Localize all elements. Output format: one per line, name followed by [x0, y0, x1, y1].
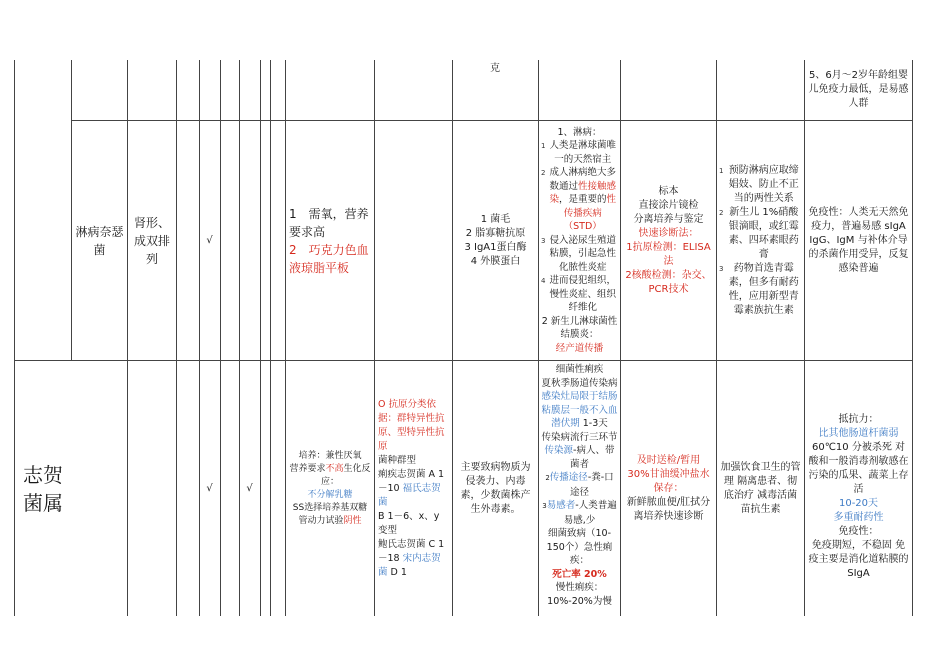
immunity-line: 免疫性：人类无天然免疫力，普遍易感 sIgA — [808, 206, 909, 232]
check-mark: √ — [206, 234, 213, 246]
prevention-text: 加强饮食卫生的管理 隔离患者、彻底治疗 减毒活菌苗抗生素 — [720, 461, 801, 515]
culture-line: SS选择培养基双糖管动力试验阴性 — [292, 502, 368, 526]
shigella-check-cell-2 — [239, 361, 260, 616]
shigella-pathogenicity-cell — [539, 361, 620, 616]
diagnosis-line-red: 及时送检/暂用 — [636, 454, 701, 466]
pathogen-line: 传染病流行三环节传染源-病人、带菌者 — [541, 431, 618, 470]
prevention-item: 药物首选青霉素，但多有耐药性，应用新型青霉素族抗生素 — [728, 262, 799, 316]
shigella-culture-cell — [286, 361, 374, 616]
pathogen-line: 细菌性痢疾 — [555, 364, 604, 375]
immunity-line-blue: 10-20天 — [838, 498, 879, 509]
diagnosis-line-red: 30%甘油缓冲盐水保存： — [627, 468, 710, 494]
immunity-line: 免疫期短，不稳固 免疫主要是消化道粘膜的 — [808, 540, 909, 565]
neisseria-immunity-cell — [805, 121, 912, 360]
shigella-toxin-cell — [453, 361, 538, 616]
pathogen-line: 3易感者-人类普遍易感,少 — [542, 500, 617, 526]
culture-line: 营养要求不高生化反应： — [289, 463, 371, 487]
pathogen-line: 夏秋季肠道传染病 — [541, 377, 618, 389]
grid-line — [220, 60, 221, 616]
row0-text: 克 — [490, 63, 500, 74]
antigen-line: 鲍氏志贺菌 C 1－18 宋内志贺菌 D 1 — [378, 538, 445, 578]
antigen-line: 菌种群型 — [378, 454, 417, 466]
neisseria-structure-cell — [453, 121, 538, 360]
immunity-line: IgG、IgM 与补体介导的杀菌作用受异，反复感染普遍 — [808, 234, 909, 274]
immunity-line: SIgA — [847, 568, 870, 579]
culture-line-red: 2 巧克力色血液琼脂平板 — [289, 242, 369, 275]
immunity-line: 60℃10 分被杀死 对酸和一般消毒剂敏感在污染的瓜果、蔬菜上存活 — [808, 442, 909, 495]
toxin-text: 主要致病物质为侵袭力、内毒素，少数菌株产生外毒素。 — [460, 461, 531, 515]
pathogen-line: 2传播途径-粪-口途径 — [545, 472, 614, 498]
pathogen-line: 慢性痢疾： — [555, 582, 604, 593]
diagnosis-line: 分离培养与鉴定 — [633, 213, 704, 225]
culture-line: 1 需氧，营养要求高 — [289, 206, 369, 239]
diagnosis-line-red: 快速诊断法： — [638, 227, 699, 239]
structure-item: 4 外膜蛋白 — [470, 255, 521, 267]
immunity-line-blue: 比其他肠道杆菌弱 — [818, 428, 899, 439]
shigella-check-cell-1 — [199, 361, 220, 616]
shigella-diagnosis-cell — [621, 361, 716, 616]
pathogen-line: 10%-20%为慢 — [547, 595, 612, 607]
pathogen-line: 潜伏期 1-3天 — [551, 418, 608, 429]
pathogen-item: 侵入泌尿生殖道粘膜，引起急性化脓性炎症 — [549, 234, 616, 273]
antigen-line: B 1－6、x、y 变型 — [378, 510, 440, 536]
pathogen-item: 2 新生儿淋球菌性结膜炎： — [541, 315, 618, 341]
antigen-heading: O 抗原分类依据：群特异性抗原、型特异性抗原 — [378, 398, 445, 452]
diagnosis-line: 标本 — [658, 185, 679, 197]
shigella-antigen-cell — [375, 361, 452, 616]
shigella-name-cell — [15, 361, 71, 616]
neisseria-shape-cell — [128, 121, 176, 360]
grid-line — [270, 60, 271, 616]
bacteria-shape: 肾形、成双排列 — [133, 215, 170, 266]
neisseria-name-cell — [72, 121, 127, 360]
culture-line: 培养：兼性厌氧 — [298, 450, 362, 461]
immunity-line-blue: 多重耐药性 — [833, 512, 884, 523]
bacteria-name: 淋病奈瑟菌 — [75, 224, 124, 257]
neisseria-pathogenicity-cell: 1、淋病： 1 人类是淋球菌唯一的天然宿主 2 成人淋病绝大多数通过性接触感染，是重要的性传播疾病（STD） 3 侵入泌尿生殖道粘膜，引起急性化脓性炎症 4 进而侵犯组织，慢性炎症、组织纤维化 2 新生儿淋球菌性结膜炎： 经产道传播 — [541, 126, 618, 354]
neisseria-check-cell — [199, 121, 220, 360]
pathogen-line-blue: 感染灶局限于结肠粘膜层一般不入血 — [541, 391, 618, 416]
neisseria-culture-cell — [286, 121, 374, 360]
prevention-item: 预防淋病应取缔娼妓、防止不正当的两性关系 — [728, 164, 799, 204]
grid-line — [176, 60, 177, 616]
check-mark: √ — [246, 482, 253, 494]
check-mark: √ — [206, 482, 213, 494]
pathogen-heading: 1、淋病： — [557, 126, 602, 138]
row0-immunity-text: 5、6月～2岁年龄组婴儿免疫力最低，是易感人群 — [808, 70, 909, 109]
immunity-line: 免疫性： — [838, 526, 879, 537]
neisseria-prevention-cell: 1 预防淋病应取缔娼妓、防止不正当的两性关系 2 新生儿 1%硝酸银滴眼，或红霉素、四环素眼药膏 3 药物首选青霉素，但多有耐药性，应用新型青霉素族抗生素 — [717, 121, 804, 360]
pathogen-item: 进而侵犯组织，慢性炎症、组织纤维化 — [549, 275, 616, 314]
shigella-prevention-cell — [717, 361, 804, 616]
pathogen-item: 人类是淋球菌唯一的天然宿主 — [549, 140, 616, 165]
structure-item: 1 菌毛 — [480, 213, 511, 225]
diagnosis-line: 新鲜脓血便/肛拭分离培养快速诊断 — [626, 496, 711, 522]
antigen-line: 痢疾志贺菌 A 1－10 福氏志贺菌 — [378, 468, 445, 508]
diagnosis-line-red: 1抗原检测：ELISA法 — [626, 241, 711, 267]
row0-immunity-cell — [805, 60, 912, 120]
structure-item: 2 脂寡糖抗原 — [465, 227, 526, 239]
pathogen-item: 成人淋病绝大多数通过性接触感染，是重要的性传播疾病（STD） — [549, 167, 616, 233]
row0-col-text — [452, 60, 538, 120]
immunity-line: 抵抗力： — [838, 414, 879, 425]
neisseria-diagnosis-cell — [621, 121, 716, 360]
pathogen-line: 细菌致病（10-150个）急性痢疾： — [546, 528, 613, 566]
structure-item: 3 IgA1蛋白酶 — [464, 241, 527, 253]
grid-line — [260, 60, 261, 616]
diagnosis-line: 直接涂片镜检 — [638, 199, 699, 211]
prevention-item: 新生儿 1%硝酸银滴眼，或红霉素、四环素眼药膏 — [728, 206, 799, 260]
diagnosis-line-red: 2核酸检测：杂交、PCR技术 — [625, 269, 712, 295]
shigella-immunity-cell — [805, 361, 912, 616]
culture-line-blue: 不分解乳糖 — [307, 489, 353, 500]
bacteria-name: 志贺菌属 — [23, 462, 63, 515]
pathogen-item-red: 经产道传播 — [555, 342, 604, 354]
pathogen-line-red: 死亡率 20% — [552, 568, 607, 580]
grid-line — [912, 60, 913, 616]
